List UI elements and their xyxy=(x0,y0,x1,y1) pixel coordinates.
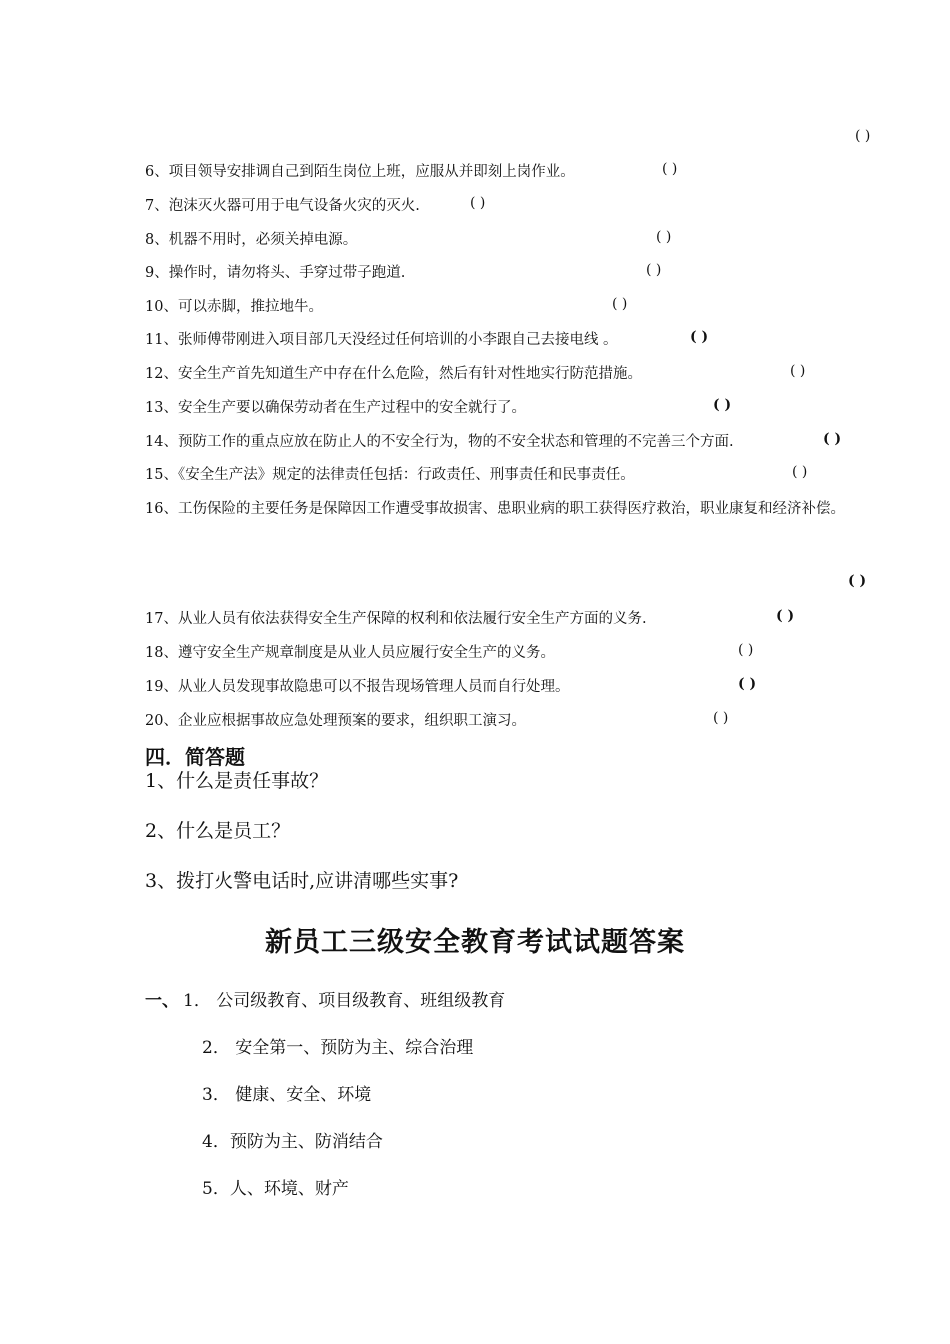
question-7-answer-paren: ( ) xyxy=(470,195,486,211)
question-20: 20、企业应根据事故应急处理预案的要求，组织职工演习。 xyxy=(145,713,526,729)
question-18: 18、遵守安全生产规章制度是从业人员应履行安全生产的义务。 xyxy=(145,645,555,661)
question-6-answer-paren: ( ) xyxy=(662,161,678,177)
short-answer-question-3: 3、拨打火警电话时,应讲清哪些实事? xyxy=(145,870,459,892)
question-16: 16、工伤保险的主要任务是保障因工作遭受事故损害、患职业病的职工获得医疗救治，职业康复和经济补偿。 xyxy=(145,501,845,517)
answer-3: 3． 健康、安全、环境 xyxy=(202,1085,372,1105)
question-7: 7、泡沫灭火器可用于电气设备火灾的灭火. xyxy=(145,198,420,214)
question-8-answer-paren: ( ) xyxy=(656,229,672,245)
question-16-answer-paren: ( ) xyxy=(848,573,867,589)
question-12: 12、安全生产首先知道生产中存在什么危险，然后有针对性地实行防范措施。 xyxy=(145,366,642,382)
question-9: 9、操作时，请勿将头、手穿过带子跑道. xyxy=(145,265,406,281)
question-14: 14、预防工作的重点应放在防止人的不安全行为，物的不安全状态和管理的不完善三个方面. xyxy=(145,434,734,450)
question-20-answer-paren: ( ) xyxy=(713,710,729,726)
question-8: 8、机器不用时，必须关掉电源。 xyxy=(145,232,358,248)
question-19: 19、从业人员发现事故隐患可以不报告现场管理人员而自行处理。 xyxy=(145,679,570,695)
question-11: 11、张师傅带刚进入项目部几天没经过任何培训的小李跟自己去接电线 。 xyxy=(145,332,618,348)
question-18-answer-paren: ( ) xyxy=(738,642,754,658)
question-10: 10、可以赤脚，推拉地牛。 xyxy=(145,299,323,315)
question-15-answer-paren: ( ) xyxy=(792,464,808,480)
answer-1: 1． 公司级教育、项目级教育、班组级教育 xyxy=(183,991,506,1011)
question-6: 6、项目领导安排调自己到陌生岗位上班，应服从并即刻上岗作业。 xyxy=(145,164,575,180)
answer-2: 2． 安全第一、预防为主、综合治理 xyxy=(202,1038,474,1058)
answers-section-label: 一、 xyxy=(145,991,179,1011)
question-19-answer-paren: ( ) xyxy=(738,676,757,692)
answers-title: 新员工三级安全教育考试试题答案 xyxy=(265,927,685,958)
section-heading-short-answer: 四．简答题 xyxy=(145,745,245,769)
question-14-answer-paren: ( ) xyxy=(823,431,842,447)
question-12-answer-paren: ( ) xyxy=(790,363,806,379)
question-13-answer-paren: ( ) xyxy=(713,397,732,413)
short-answer-question-2: 2、什么是员工？ xyxy=(145,820,291,842)
question-10-answer-paren: ( ) xyxy=(612,296,628,312)
question-17-answer-paren: ( ) xyxy=(776,608,795,624)
answer-4: 4．预防为主、防消结合 xyxy=(202,1132,383,1152)
question-15: 15、《安全生产法》规定的法律责任包括：行政责任、刑事责任和民事责任。 xyxy=(145,467,635,483)
question-11-answer-paren: ( ) xyxy=(690,329,709,345)
answer-5: 5．人、环境、财产 xyxy=(202,1179,349,1199)
question-17: 17、从业人员有依法获得安全生产保障的权利和依法履行安全生产方面的义务. xyxy=(145,611,647,627)
short-answer-question-1: 1、什么是责任事故？ xyxy=(145,770,329,792)
question-5-answer-paren: ( ) xyxy=(855,128,871,144)
question-9-answer-paren: ( ) xyxy=(646,262,662,278)
question-13: 13、安全生产要以确保劳动者在生产过程中的安全就行了。 xyxy=(145,400,526,416)
